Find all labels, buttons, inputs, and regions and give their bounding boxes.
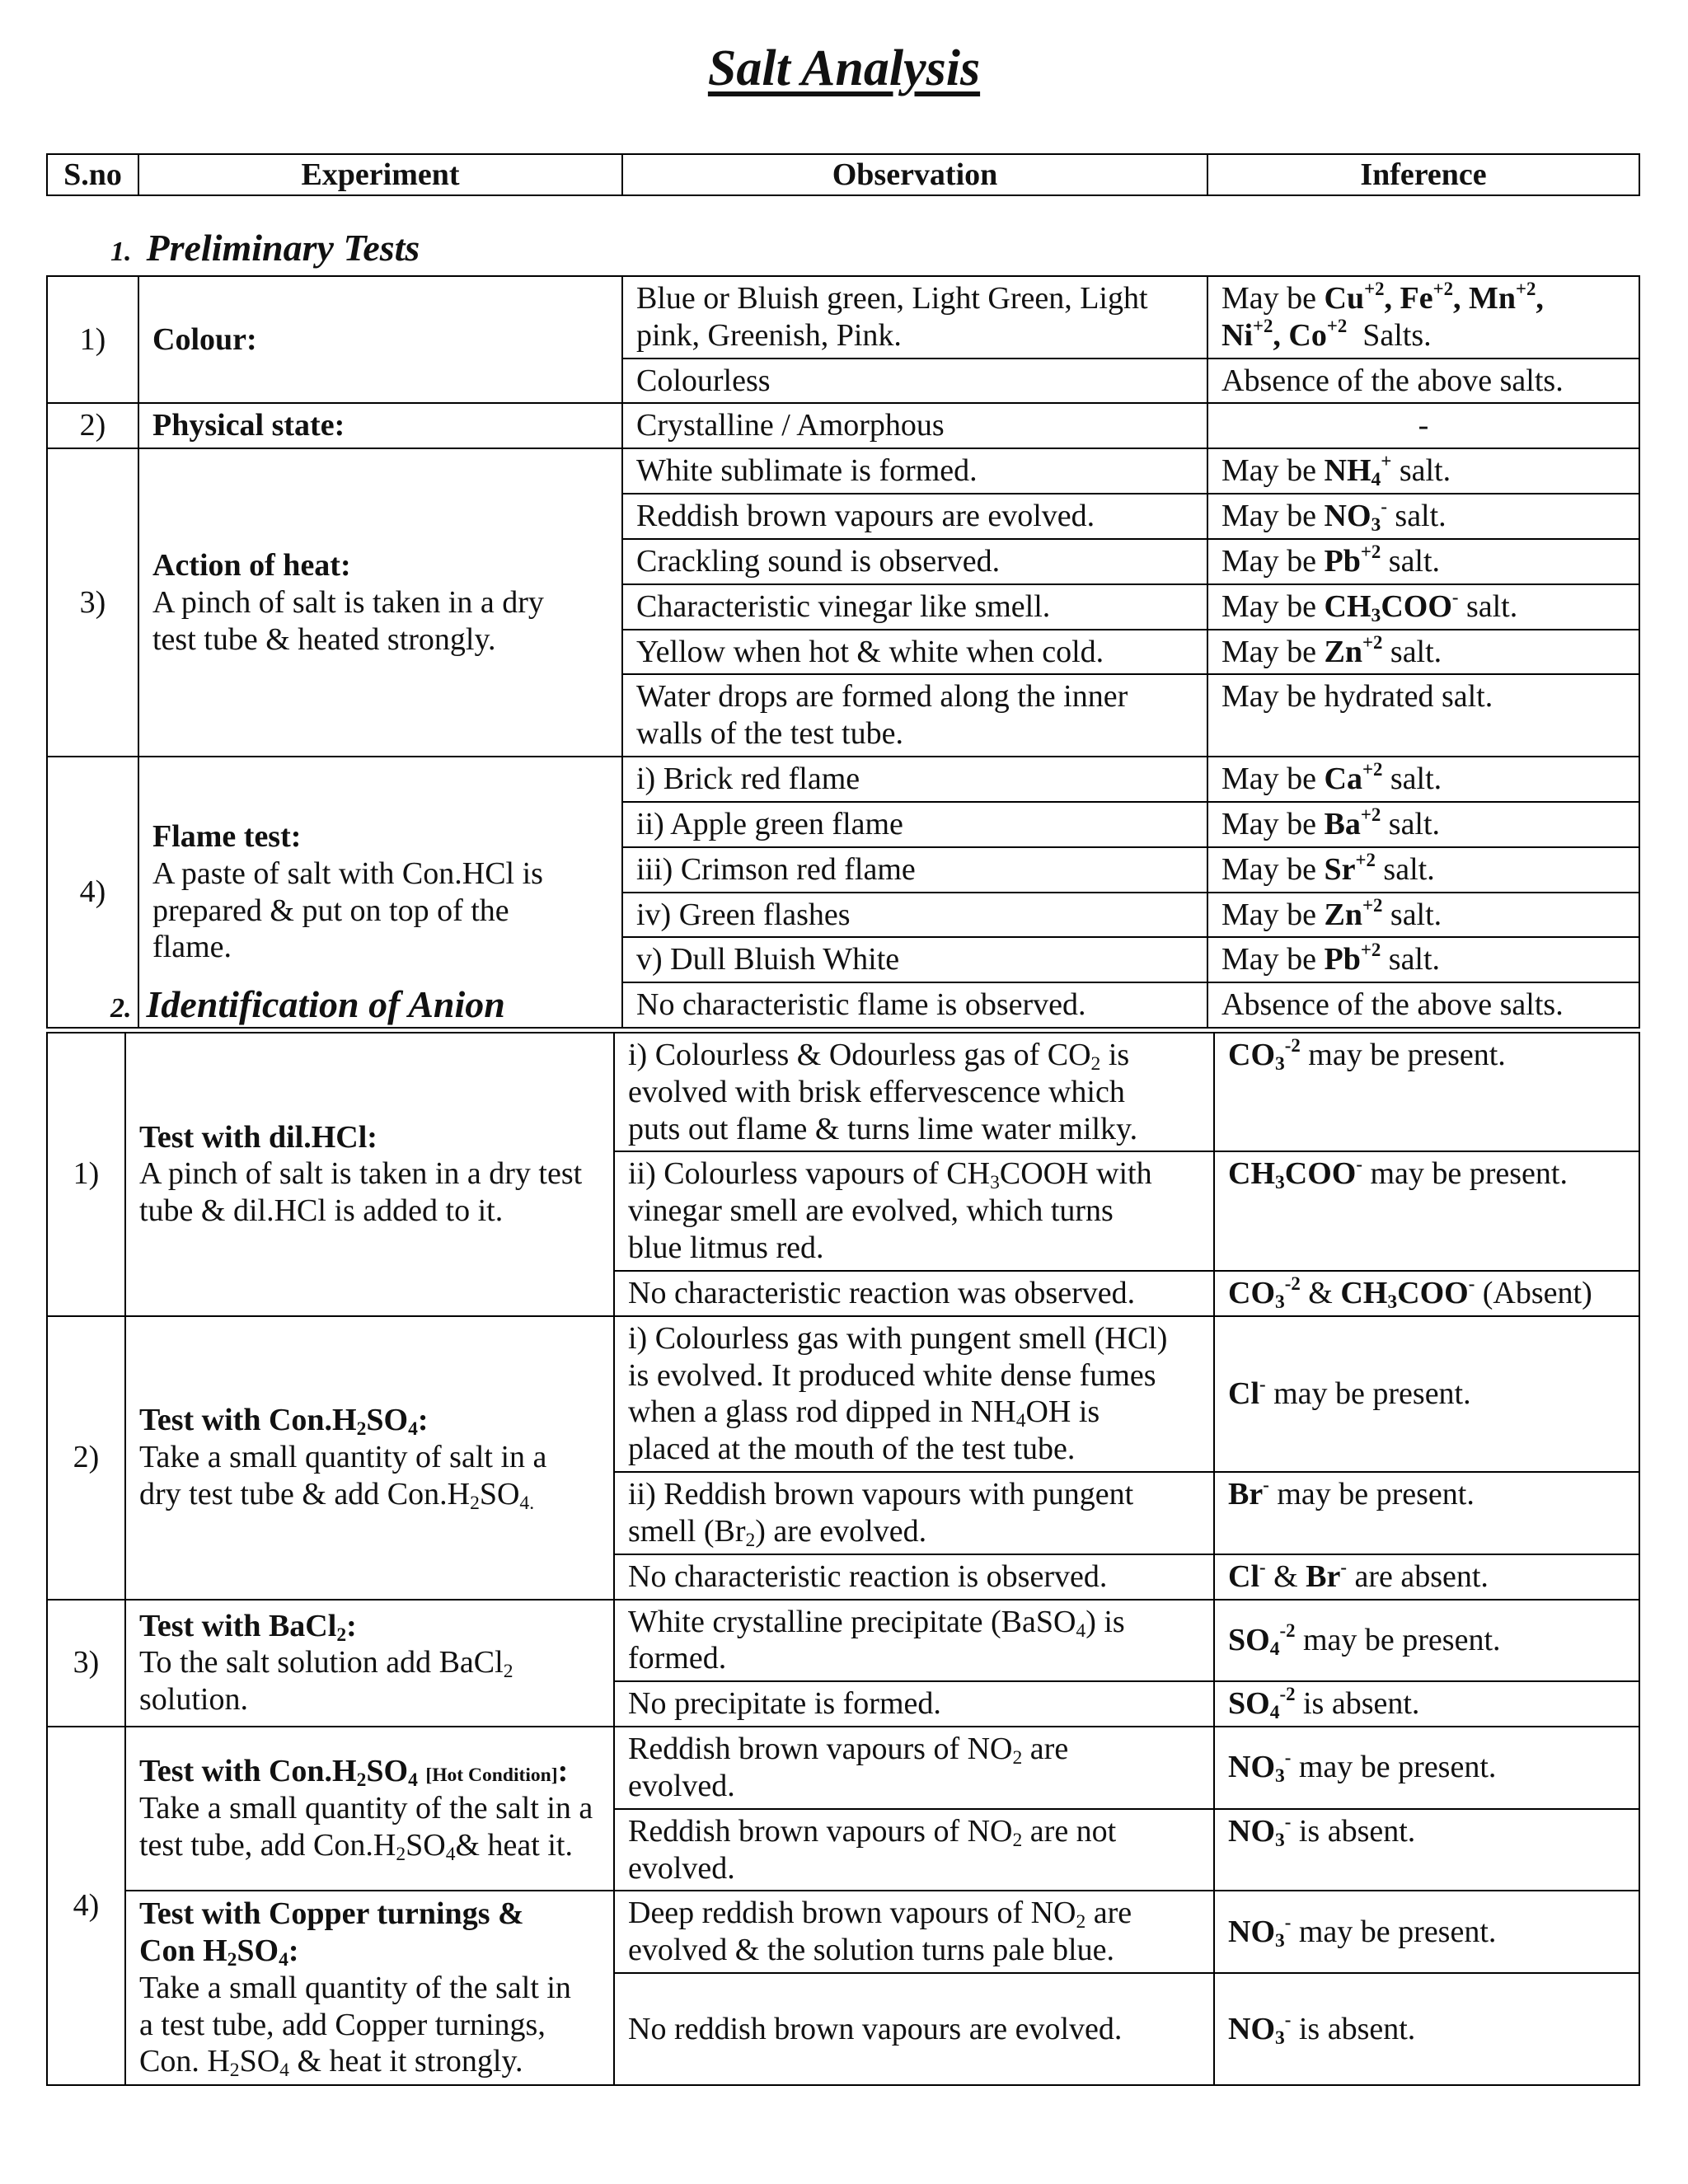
experiment-cell: Test with $Con.H_2SO_4$ [Hot Condition]: Take a small quantity of the salt in a test tube, add $Con.H_2SO_4\&$ heat it. (125, 1727, 614, 1891)
inference-cell: $SO_4^{-2}$ is absent. (1214, 1681, 1639, 1727)
row-sno: 2) (47, 1316, 125, 1600)
inference-cell: $CH_3COO^-$ may be present. (1214, 1151, 1639, 1270)
inference-cell: May be $Zn^{+2}$ salt. (1207, 893, 1639, 938)
inference-cell: $NO_3^-$ may be present. (1214, 1891, 1639, 1973)
observation-cell: Yellow when hot & white when cold. (622, 630, 1207, 675)
inference-cell: May be $Pb^{+2}$ salt. (1207, 539, 1639, 584)
inference-cell: $NO_3^-$ may be present. (1214, 1727, 1639, 1809)
inference-cell: May be $CH_3COO^-$ salt. (1207, 584, 1639, 630)
inference-cell: $CO_3^{-2}$ & $CH_3COO^-$ (Absent) (1214, 1271, 1639, 1316)
observation-cell: No precipitate is formed. (614, 1681, 1214, 1727)
observation-cell: Crackling sound is observed. (622, 539, 1207, 584)
header-sno: S.no (47, 154, 138, 195)
observation-cell: ii) Reddish brown vapours with pungent smell $(Br_2)$ are evolved. (614, 1472, 1214, 1554)
experiment-cell: Test with $Con.H_2SO_4$: Take a small quantity of salt in a dry test tube & add $Con.H_2SO_{4.}$ (125, 1316, 614, 1600)
observation-cell: ii) Apple green flame (622, 802, 1207, 847)
observation-cell: iii) Crimson red flame (622, 847, 1207, 893)
page-title: Salt Analysis (707, 40, 981, 96)
table-row (47, 757, 1639, 802)
observation-cell: No characteristic flame is observed. (622, 982, 1207, 1028)
observation-cell: Reddish brown vapours of $NO_2$ are evolved. (614, 1727, 1214, 1809)
inference-cell: May be $Ba^{+2}$ salt. (1207, 802, 1639, 847)
inference-cell: $SO_4^{-2}$ may be present. (1214, 1600, 1639, 1682)
observation-cell: ii) Colourless vapours of $CH_3COOH$ with vinegar smell are evolved, which turns blue litmus red. (614, 1151, 1214, 1270)
inference-cell: Br- may be present. (1214, 1472, 1639, 1554)
experiment-cell: Flame test: A paste of salt with Con.HCl is prepared & put on top of the flame. (138, 757, 622, 1028)
inference-cell: May be $Cu^{+2}$, $Fe^{+2}$, $Mn^{+2}$, $Ni^{+2}$, $Co^{+2}$ Salts. (1207, 276, 1639, 359)
inference-cell: Cl- & Br- are absent. (1214, 1554, 1639, 1600)
header-experiment: Experiment (138, 154, 622, 195)
observation-cell: i) Colourless & Odourless gas of $CO_2$ is evolved with brisk effervescence which puts out flame & turns lime water milky. (614, 1033, 1214, 1151)
experiment-cell: Physical state: (138, 403, 622, 448)
anion-identification-table (46, 1032, 1640, 2086)
row-sno: 3) (47, 1600, 125, 1727)
row-sno: 1) (47, 1033, 125, 1316)
row-sno: 3) (47, 448, 138, 757)
observation-cell: v) Dull Bluish White (622, 937, 1207, 982)
inference-cell: May be $NO_3^-$ salt. (1207, 494, 1639, 539)
observation-cell: Colourless (622, 359, 1207, 404)
observation-cell: i) Brick red flame (622, 757, 1207, 802)
table-row (47, 448, 1639, 494)
inference-cell: Cl- may be present. (1214, 1316, 1639, 1472)
observation-cell: Characteristic vinegar like smell. (622, 584, 1207, 630)
inference-cell: May be hydrated salt. (1207, 674, 1639, 757)
experiment-cell: Action of heat: A pinch of salt is taken in a dry test tube & heated strongly. (138, 448, 622, 757)
inference-cell: May be $Ca^{+2}$ salt. (1207, 757, 1639, 802)
experiment-cell: Colour: (138, 276, 622, 403)
table-row (47, 1316, 1639, 1472)
observation-cell: White crystalline precipitate (BaSO$_4$) is formed. (614, 1600, 1214, 1682)
section-heading-preliminary: 1. Preliminary Tests (110, 227, 420, 269)
row-sno: 4) (47, 757, 138, 1028)
observation-cell: i) Colourless gas with pungent smell (HCl) is evolved. It produced white dense fumes when a glass rod dipped in $NH_4OH$ is placed at the mouth of the test tube. (614, 1316, 1214, 1472)
table-row (47, 403, 1639, 448)
observation-cell: Deep reddish brown vapours of $NO_2$ are evolved & the solution turns pale blue. (614, 1891, 1214, 1973)
observation-cell: Blue or Bluish green, Light Green, Light pink, Greenish, Pink. (622, 276, 1207, 359)
observation-cell: No reddish brown vapours are evolved. (614, 1973, 1214, 2085)
inference-cell: $NO_3^-$ is absent. (1214, 1809, 1639, 1891)
observation-cell: Crystalline / Amorphous (622, 403, 1207, 448)
section-heading-anion: 2. Identification of Anion (110, 983, 505, 1025)
inference-cell: May be $Pb^{+2}$ salt. (1207, 937, 1639, 982)
observation-cell: White sublimate is formed. (622, 448, 1207, 494)
table-row (47, 1727, 1639, 1809)
column-header-table (46, 153, 1640, 196)
observation-cell: Reddish brown vapours of $NO_2$ are not evolved. (614, 1809, 1214, 1891)
experiment-cell: Test with Copper turnings & Con $H_2SO_4$: Take a small quantity of the salt in a test tube, add Copper turnings, Con. $H_2SO_4$ & heat it strongly. (125, 1891, 614, 2085)
observation-cell: No characteristic reaction is observed. (614, 1554, 1214, 1600)
experiment-cell: Test with BaCl$_2$: To the salt solution add BaCl$_2$ solution. (125, 1600, 614, 1727)
observation-cell: No characteristic reaction was observed. (614, 1271, 1214, 1316)
row-sno: 4) (47, 1727, 125, 2085)
observation-cell: Reddish brown vapours are evolved. (622, 494, 1207, 539)
inference-cell: $CO_3^{-2}$ may be present. (1214, 1033, 1639, 1151)
inference-cell: May be $Sr^{+2}$ salt. (1207, 847, 1639, 893)
inference-cell: Absence of the above salts. (1207, 982, 1639, 1028)
table-row (47, 276, 1639, 359)
header-observation: Observation (622, 154, 1207, 195)
inference-cell: Absence of the above salts. (1207, 359, 1639, 404)
inference-cell: $NO_3^-$ is absent. (1214, 1973, 1639, 2085)
table-row (47, 1033, 1639, 1151)
row-sno: 1) (47, 276, 138, 403)
observation-cell: iv) Green flashes (622, 893, 1207, 938)
table-row (47, 1891, 1639, 1973)
experiment-cell: Test with dil.HCl: A pinch of salt is taken in a dry test tube & dil.HCl is added to it. (125, 1033, 614, 1316)
row-sno: 2) (47, 403, 138, 448)
inference-cell: May be $Zn^{+2}$ salt. (1207, 630, 1639, 675)
inference-cell: - (1207, 403, 1639, 448)
preliminary-tests-table (46, 275, 1640, 1029)
header-inference: Inference (1207, 154, 1639, 195)
observation-cell: Water drops are formed along the inner walls of the test tube. (622, 674, 1207, 757)
table-row (47, 1600, 1639, 1682)
inference-cell: May be $NH_4^+$ salt. (1207, 448, 1639, 494)
